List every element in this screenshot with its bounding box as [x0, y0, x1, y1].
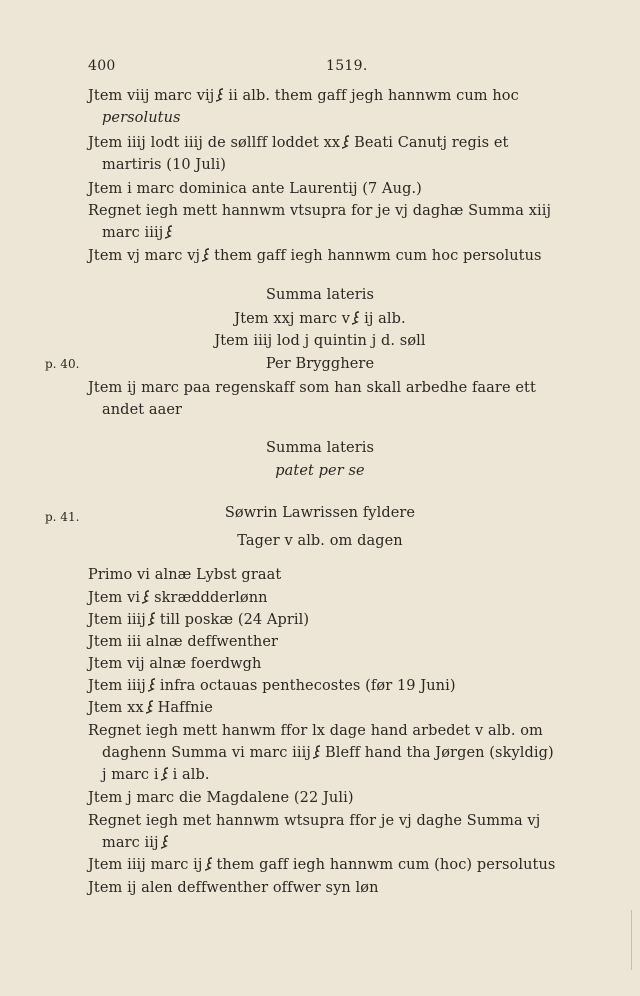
text-segment: Beati Canutj regis et	[354, 135, 509, 151]
text-line	[102, 835, 173, 851]
text-line: Jtem iii alnæ deffwenther	[88, 634, 279, 650]
text-line: martiris (10 Juli)	[102, 157, 227, 173]
text-segment: daghenn Summa vi marc iiij	[102, 745, 311, 761]
text-line	[88, 88, 519, 104]
schilling-sign-icon	[161, 835, 171, 849]
text-segment: infra octauas penthecostes (før 19 Juni)	[159, 678, 456, 694]
section-title: Per Brygghere	[265, 356, 375, 372]
text-line	[88, 612, 309, 628]
schilling-sign-icon	[313, 745, 323, 759]
text-segment: Bleff hand tha Jørgen (skyldig)	[324, 745, 554, 761]
page-number: 400	[88, 58, 116, 74]
text-line	[88, 590, 268, 606]
text-segment: ii alb. them gaff jegh hannwm cum hoc	[228, 88, 519, 104]
text-line: Regnet iegh mett hanwm ffor lx dage hand arbedet v alb. om	[88, 723, 543, 739]
schilling-sign-icon	[161, 767, 171, 781]
text-line	[88, 248, 542, 264]
schilling-sign-icon	[342, 135, 352, 149]
summa-heading: Summa lateris	[265, 440, 375, 456]
text-segment: i alb.	[172, 767, 210, 783]
text-segment: Jtem vj marc vj	[88, 248, 201, 264]
text-segment: marc iiij	[102, 225, 164, 241]
summa-line: patet per se	[275, 463, 365, 479]
schilling-sign-icon	[352, 311, 362, 325]
schilling-sign-icon	[142, 590, 152, 604]
summa-heading: Summa lateris	[265, 287, 375, 303]
summa-line: Jtem iiij lod j quintin j d. søll	[214, 333, 426, 349]
schilling-sign-icon	[216, 88, 226, 102]
text-segment: Jtem iiij lodt iiij de søllff loddet xx	[88, 135, 341, 151]
section-title: Søwrin Lawrissen fyldere	[224, 505, 416, 521]
text-segment: Jtem iiij	[88, 678, 146, 694]
text-line	[102, 225, 177, 241]
text-line: Jtem j marc die Magdalene (22 Juli)	[88, 790, 354, 806]
schilling-sign-icon	[148, 612, 158, 626]
page-edge-mark	[631, 910, 640, 970]
text-line: Primo vi alnæ Lybst graat	[88, 567, 282, 583]
text-segment: till poskæ (24 April)	[159, 612, 310, 628]
schilling-sign-icon	[146, 700, 156, 714]
margin-reference: p. 40.	[45, 357, 80, 371]
schilling-sign-icon	[148, 678, 158, 692]
text-line: andet aaer	[102, 402, 183, 418]
schilling-sign-icon	[165, 225, 175, 239]
text-line: persolutus	[102, 110, 181, 126]
text-line: Regnet iegh mett hannwm vtsupra for je vj daghæ Summa xiij	[88, 203, 552, 219]
text-segment: Jtem xx	[88, 700, 144, 716]
text-segment: Jtem iiij marc ij	[88, 857, 203, 873]
text-line	[88, 700, 213, 716]
text-segment: them gaff iegh hannwm cum (hoc) persolutus	[216, 857, 556, 873]
text-line: Jtem i marc dominica ante Laurentij (7 Aug.)	[88, 181, 422, 197]
margin-reference: p. 41.	[45, 510, 80, 524]
text-line: Jtem vij alnæ foerdwgh	[88, 656, 262, 672]
text-line	[88, 135, 508, 151]
text-segment: Jtem iiij	[88, 612, 146, 628]
running-year: 1519.	[326, 58, 368, 74]
text-line: Regnet iegh met hannwm wtsupra ffor je vj daghe Summa vj	[88, 813, 541, 829]
text-segment: Jtem vi	[88, 590, 141, 606]
section-subtitle: Tager v alb. om dagen	[237, 533, 403, 549]
text-segment: ij alb.	[364, 311, 406, 327]
schilling-sign-icon	[202, 248, 212, 262]
text-line	[88, 678, 456, 694]
text-segment: Haffnie	[157, 700, 213, 716]
text-segment: Jtem xxj marc v	[234, 311, 351, 327]
text-line	[102, 745, 554, 761]
text-line	[102, 767, 210, 783]
text-segment: skræddderlønn	[154, 590, 268, 606]
text-segment: them gaff iegh hannwm cum hoc persolutus	[214, 248, 542, 264]
summa-line	[0, 311, 640, 327]
text-segment: j marc i	[102, 767, 159, 783]
schilling-sign-icon	[205, 857, 215, 871]
text-line: Jtem ij alen deffwenther offwer syn løn	[88, 880, 379, 896]
text-segment: Jtem viij marc vij	[88, 88, 215, 104]
text-line	[88, 857, 555, 873]
text-line: Jtem ij marc paa regenskaff som han skall arbedhe faare ett	[88, 380, 536, 396]
text-segment: marc iij	[102, 835, 159, 851]
